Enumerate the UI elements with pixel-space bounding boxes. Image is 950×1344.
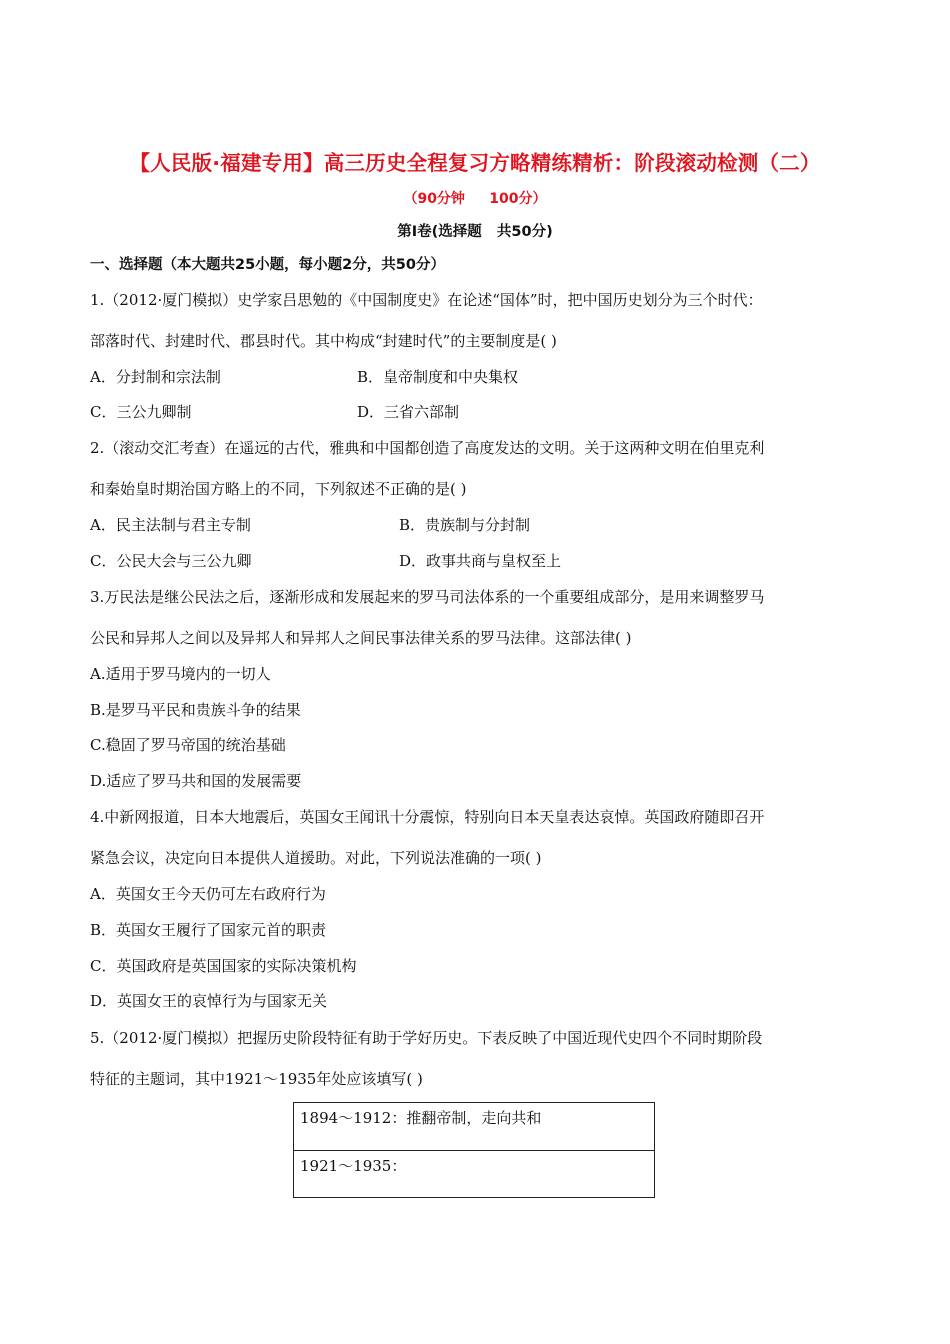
- question-1-option-d: D．三省六部制: [357, 403, 460, 421]
- table-row: [294, 1103, 654, 1151]
- question-2-stem-line-2: 和秦始皇时期治国方略上的不同，下列叙述不正确的是( ): [90, 480, 467, 498]
- table-cell: 1894～1912：推翻帝制，走向共和: [300, 1109, 542, 1127]
- question-3-option-a: A.适用于罗马境内的一切人: [90, 665, 271, 683]
- exam-duration-score: （90分钟 100分）: [403, 191, 547, 207]
- question-2-option-c: C．公民大会与三公九卿: [90, 552, 252, 570]
- question-3-stem-line-2: 公民和异邦人之间以及异邦人和异邦人之间民事法律关系的罗马法律。这部法律( ): [90, 629, 632, 647]
- question-3-option-b: B.是罗马平民和贵族斗争的结果: [90, 701, 301, 719]
- question-4-stem-line-2: 紧急会议，决定向日本提供人道援助。对此，下列说法准确的一项( ): [90, 849, 542, 867]
- question-4-option-a: A．英国女王今天仍可左右政府行为: [90, 885, 326, 903]
- question-2-option-a: A．民主法制与君主专制: [90, 516, 251, 534]
- table-cell: 1921～1935：: [300, 1157, 407, 1175]
- question-2-option-b: B．贵族制与分封制: [399, 516, 531, 534]
- question-3-option-d: D.适应了罗马共和国的发展需要: [90, 772, 302, 790]
- question-4-option-b: B．英国女王履行了国家元首的职责: [90, 921, 327, 939]
- question-2-option-d: D．政事共商与皇权至上: [399, 552, 562, 570]
- question-4-option-d: D．英国女王的哀悼行为与国家无关: [90, 992, 328, 1010]
- question-4-option-c: C．英国政府是英国国家的实际决策机构: [90, 957, 357, 975]
- question-5-stem-line-1: 5.（2012·厦门模拟）把握历史阶段特征有助于学好历史。下表反映了中国近现代史四个不同时期阶段: [90, 1029, 763, 1047]
- question-3-stem-line-1: 3.万民法是继公民法之后，逐渐形成和发展起来的罗马司法体系的一个重要组成部分，是用来调整罗马: [90, 588, 765, 606]
- table-row: [294, 1151, 654, 1197]
- document-title: 【人民版·福建专用】高三历史全程复习方略精练精析：阶段滚动检测（二）: [129, 151, 821, 175]
- question-1-option-b: B．皇帝制度和中央集权: [357, 368, 519, 386]
- question-1-stem-line-2: 部落时代、封建时代、郡县时代。其中构成“封建时代”的主要制度是( ): [90, 332, 557, 350]
- question-3-option-c: C.稳固了罗马帝国的统治基础: [90, 736, 286, 754]
- part-heading: 第Ⅰ卷(选择题 共50分): [397, 224, 553, 240]
- question-5-table: [293, 1102, 655, 1198]
- question-2-stem-line-1: 2.（滚动交汇考查）在遥远的古代，雅典和中国都创造了高度发达的文明。关于这两种文明在伯里克利: [90, 439, 765, 457]
- question-5-stem-line-2: 特征的主题词，其中1921～1935年处应该填写( ): [90, 1070, 423, 1088]
- question-1-option-a: A．分封制和宗法制: [90, 368, 221, 386]
- question-1-option-c: C．三公九卿制: [90, 403, 192, 421]
- question-4-stem-line-1: 4.中新网报道，日本大地震后，英国女王闻讯十分震惊，特别向日本天皇表达哀悼。英国政府随即召开: [90, 808, 765, 826]
- section-heading: 一、选择题（本大题共25小题，每小题2分，共50分）: [90, 257, 445, 273]
- question-1-stem-line-1: 1.（2012·厦门模拟）史学家吕思勉的《中国制度史》在论述“国体”时，把中国历史划分为三个时代：: [90, 291, 763, 309]
